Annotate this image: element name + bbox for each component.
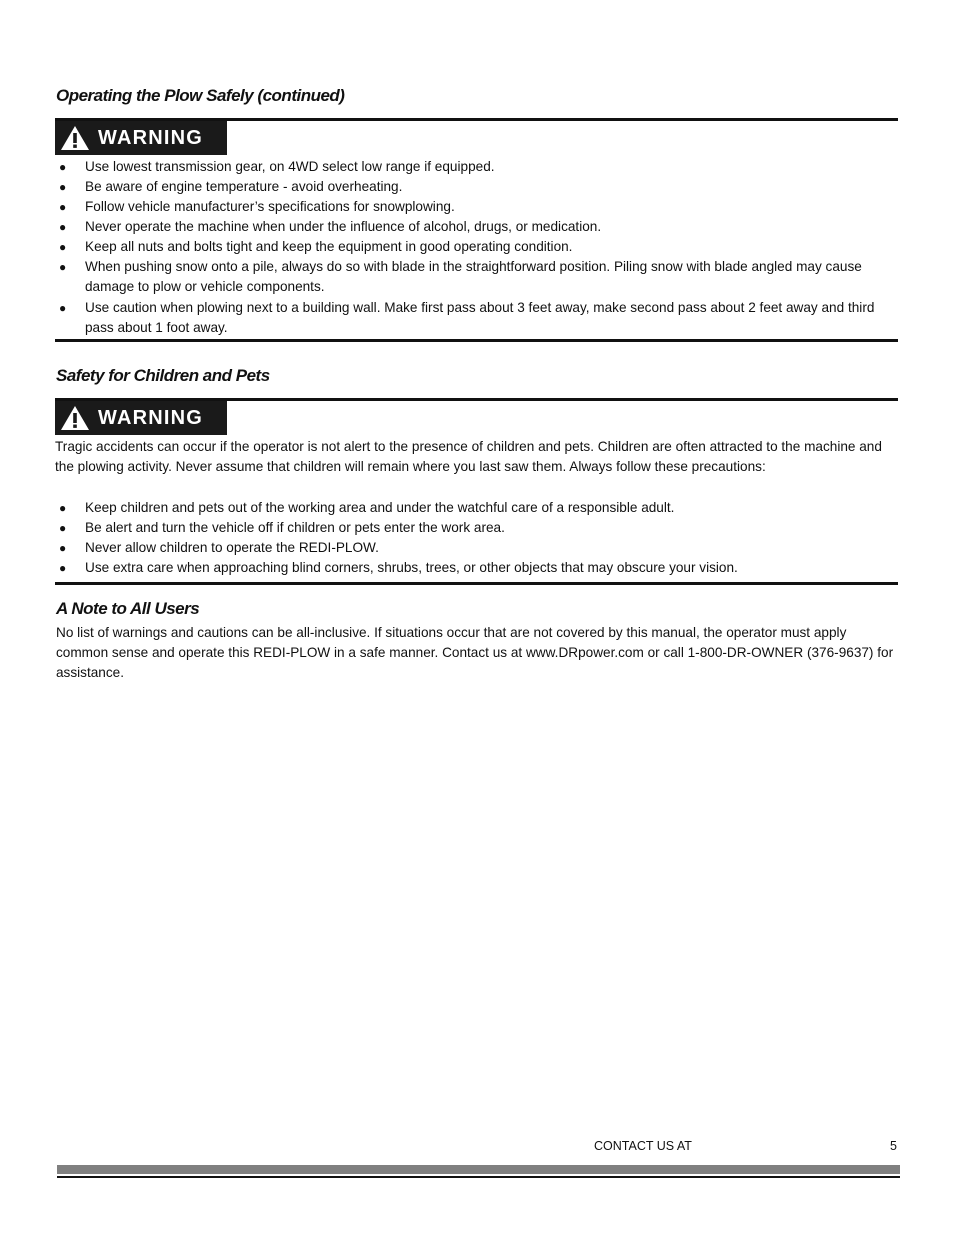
section-title-note: A Note to All Users [56,599,200,618]
list-item: ● Use extra care when approaching blind corners, shrubs, trees, or other objects that may obscure your vision. [59,560,738,575]
list-item: ● Never allow children to operate the REDI-PLOW. [59,540,379,555]
section-bottom-rule [55,339,898,342]
list-item: ● Follow vehicle manufacturer’s specifications for snowplowing. [59,199,455,214]
note-body: No list of warnings and cautions can be all-inclusive. If situations occur that are not covered by this manual, the operator must apply common sense and operate this REDI-PLOW in a safe manner. Contact us at www.DRpower.com or call 1-800-DR-OWNER (376-9637) for assistance. [56,625,894,680]
footer-bar [57,1165,900,1174]
children-pets-intro: Tragic accidents can occur if the operator is not alert to the presence of children and pets. Children are often attracted to the machine and the plowing activity. Never assume that children will remain where you last saw them. Always follow these precautions: [55,439,882,474]
list-item: ● Keep children and pets out of the working area and under the watchful care of a responsible adult. [59,500,675,515]
warning-label: WARNING [98,406,204,429]
list-item: ● Be aware of engine temperature - avoid overheating. [59,179,403,194]
footer-contact: CONTACT US AT [594,1139,692,1153]
section-title-children-pets: Safety for Children and Pets [56,366,270,385]
list-item: ● Be alert and turn the vehicle off if children or pets enter the work area. [59,520,505,535]
warning-badge [55,121,227,155]
warning-badge [55,401,227,435]
operating-bullet-list [55,157,900,338]
page-number: 5 [890,1139,897,1153]
warning-triangle-icon [60,125,90,151]
list-item: ● Never operate the machine when under the influence of alcohol, drugs, or medication. [59,219,602,234]
warning-triangle-icon [60,405,90,431]
footer-rule [57,1176,900,1178]
list-item: ● Keep all nuts and bolts tight and keep the equipment in good operating condition. [59,239,573,254]
list-item: ● When pushing snow onto a pile, always do so with blade in the straightforward position. Piling snow with blade angled may cause damage to plow or vehicle components. [59,259,862,294]
list-item: ● Use lowest transmission gear, on 4WD select low range if equipped. [59,159,495,174]
warning-label: WARNING [98,126,204,149]
section-title-operating: Operating the Plow Safely (continued) [56,86,345,105]
section-bottom-rule [55,582,898,585]
children-pets-bullet-list [55,498,900,578]
list-item: ● Use caution when plowing next to a building wall. Make first pass about 3 feet away, make second pass about 2 feet away and third pass about 1 foot away. [59,300,875,335]
